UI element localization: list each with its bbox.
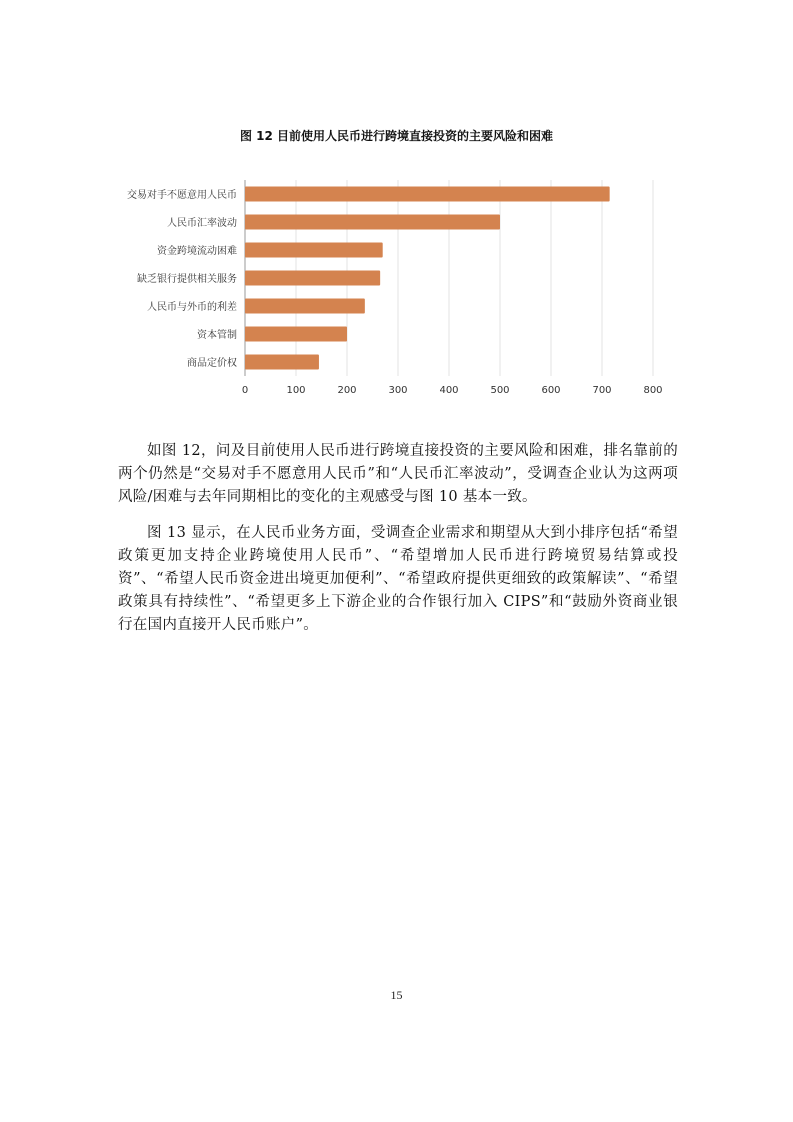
bar-chart [100, 170, 680, 405]
x-tick-label: 600 [541, 385, 561, 396]
x-tick-label: 200 [337, 385, 357, 396]
x-tick-label: 500 [490, 385, 510, 396]
category-label: 商品定价权 [187, 358, 237, 369]
bar [245, 271, 380, 286]
category-label: 资金跨境流动困难 [157, 246, 237, 257]
bar [245, 299, 365, 314]
bar [245, 187, 610, 202]
page-number: 15 [390, 988, 403, 1002]
x-tick-label: 800 [643, 385, 663, 396]
x-tick-label: 100 [286, 385, 306, 396]
x-tick-label: 300 [388, 385, 408, 396]
category-label: 资本管制 [197, 330, 237, 341]
paragraph-2: 图 13 显示，在人民币业务方面，受调查企业需求和期望从大到小排序包括“希望政策更加支持企业跨境使用人民币”、“希望增加人民币进行跨境贸易结算或投资”、“希望人民币资金进出境更加便利”、“希望政府提供更细致的政策解读”、“希望政策具有持续性”、“希望更多上下游企业的合作银行加入 CIPS”和“鼓励外资商业银行在国内直接开人民币账户”。 [118, 525, 678, 633]
category-label: 人民币汇率波动 [167, 218, 237, 229]
figure-title: 图 12 目前使用人民币进行跨境直接投资的主要风险和困难 [239, 129, 554, 143]
x-tick-label: 0 [241, 385, 249, 396]
x-tick-label: 700 [592, 385, 612, 396]
category-label: 人民币与外币的利差 [147, 302, 237, 313]
bar [245, 355, 319, 370]
category-label: 缺乏银行提供相关服务 [137, 274, 237, 285]
x-tick-label: 400 [439, 385, 459, 396]
category-label: 交易对手不愿意用人民币 [127, 190, 237, 201]
bar [245, 243, 383, 258]
bar [245, 215, 500, 230]
paragraph-1: 如图 12，问及目前使用人民币进行跨境直接投资的主要风险和困难，排名靠前的两个仍然是“交易对手不愿意用人民币”和“人民币汇率波动”，受调查企业认为这两项风险/困难与去年同期相比的变化的主观感受与图 10 基本一致。 [118, 443, 678, 505]
bar [245, 327, 347, 342]
